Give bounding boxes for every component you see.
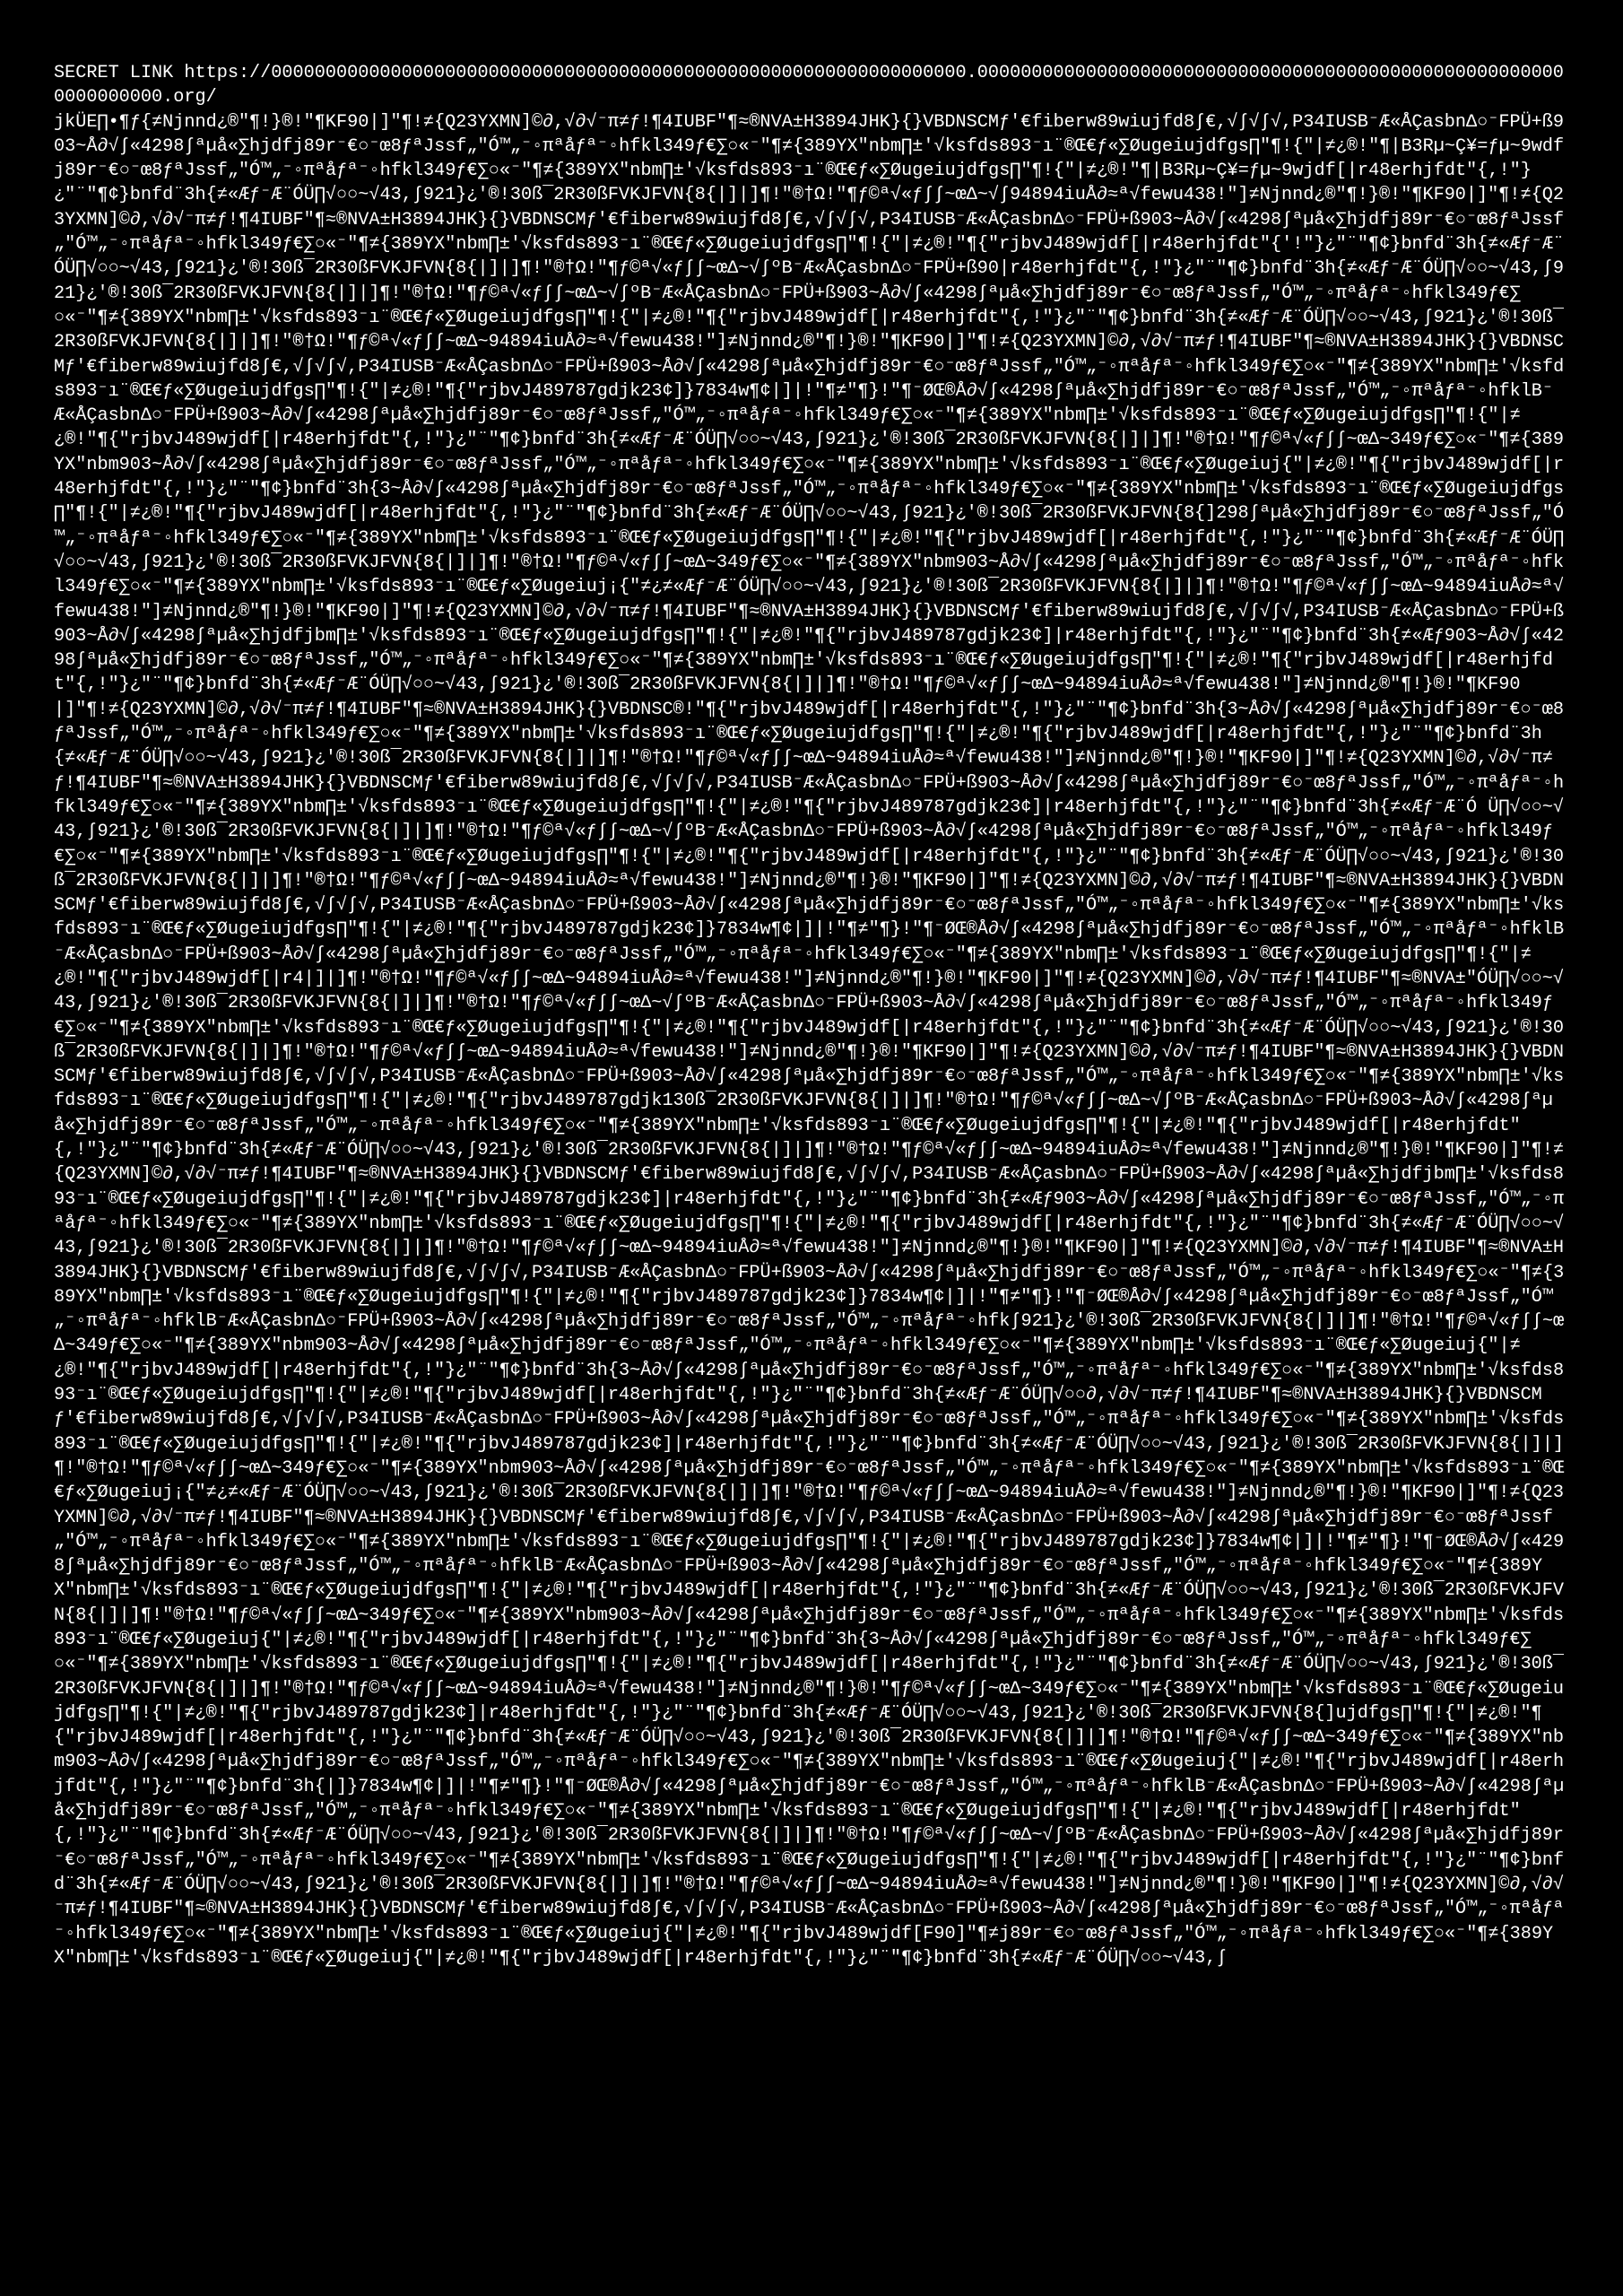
document-page (54, 61, 1569, 2249)
document-text (54, 61, 1569, 1970)
secret-link-line[interactable]: SECRET LINK https://0000000000000000000000000000000000000000000000000000000000000000.0000000000000000000000000000000000000000000000000000000000000000.org/ (54, 63, 1564, 109)
encoded-body-text: jkÜE∏•¶ƒ{≠Njnnd¿®"¶!}®!"¶KF90|]"¶!≠{Q23YXMN]©∂,√∂√⁻π≠ƒ!¶4IUBF"¶≈®NVA±H3894JHK}{}VBDNSCMƒ'€fiberw89wiujfd8∫€,√∫√∫√,P34IUSB⁻Æ«ÅÇasbnΔ○⁻FPÜ+ß903~Å∂√∫«4298∫ªµå«∑hjdfj89r⁻€○⁻œ8ƒªJssf„"Ó™„⁻◦πªåƒª⁻◦hfkl349ƒ€∑○«⁻"¶≠{389YX"nbm∏±'√ksfds893⁻ı¨®Œ€ƒ«∑Øugeiujdfgs∏"¶!{"|≠¿®!"¶|B3Rµ~Ç¥=ƒµ~9wdfj89r⁻€○⁻œ8ƒªJssf„"Ó™„⁻◦πªåƒª⁻◦hfkl349ƒ€∑○«⁻"¶≠{389YX"nbm∏±'√ksfds893⁻ı¨®Œ€ƒ«∑Øugeiujdfgs∏"¶!{"|≠¿®!"¶|B3Rµ~Ç¥=ƒµ~9wjdf[|r48erhjfdt"{,!"}¿"¨"¶¢}bnfd¨3h{≠«Æƒ⁻Æ¨ÓÜ∏√○○~√43,∫921}¿'®!30ß¯2R30ßFVKJFVN{8{|]|]¶!"®†Ω!"¶ƒ©ª√«ƒ∫∫~œΔ~√∫94894iuÅ∂≈ª√fewu438!"]≠Njnnd¿®"¶!}®!"¶KF90|]"¶!≠{Q23YXMN]©∂,√∂√⁻π≠ƒ!¶4IUBF"¶≈®NVA±H3894JHK}{}VBDNSCMƒ'€fiberw89wiujfd8∫€,√∫√∫√,P34IUSB⁻Æ«ÅÇasbnΔ○⁻FPÜ+ß903~Å∂√∫«4298∫ªµå«∑hjdfj89r⁻€○⁻œ8ƒªJssf„"Ó™„⁻◦πªåƒª⁻◦hfkl349ƒ€∑○«⁻"¶≠{389YX"nbm∏±'√ksfds893⁻ı¨®Œ€ƒ«∑Øugeiujdfgs∏"¶!{"|≠¿®!"¶{"rjbvJ489wjdf[|r48erhjfdt"{'!"}¿"¨"¶¢}bnfd¨3h{≠«Æƒ⁻Æ¨ÓÜ∏√○○~√43,∫921}¿'®!30ß¯2R30ßFVKJFVN{8{|]|]¶!"®†Ω!"¶ƒ©ª√«ƒ∫∫~œΔ~√∫ºB⁻Æ«ÅÇasbnΔ○⁻FPÜ+ß90|r48erhjfdt"{,!"}¿"¨"¶¢}bnfd¨3h{≠«Æƒ⁻Æ¨ÓÜ∏√○○~√43,∫921}¿'®!30ß¯2R30ßFVKJFVN{8{|]|]¶!"®†Ω!"¶ƒ©ª√«ƒ∫∫~œΔ~√∫ºB⁻Æ«ÅÇasbnΔ○⁻FPÜ+ß903~Å∂√∫«4298∫ªµå«∑hjdfj89r⁻€○⁻œ8ƒªJssf„"Ó™„⁻◦πªåƒª⁻◦hfkl349ƒ€∑○«⁻"¶≠{389YX"nbm∏±'√ksfds893⁻ı¨®Œ€ƒ«∑Øugeiujdfgs∏"¶!{"|≠¿®!"¶{"rjbvJ489wjdf[|r48erhjfdt"{,!"}¿"¨"¶¢}bnfd¨3h{≠«Æƒ⁻Æ¨ÓÜ∏√○○~√43,∫921}¿'®!30ß¯2R30ßFVKJFVN{8{|]|]¶!"®†Ω!"¶ƒ©ª√«ƒ∫∫~œΔ~94894iuÅ∂≈ª√fewu438!"]≠Njnnd¿®"¶!}®!"¶KF90|]"¶!≠{Q23YXMN]©∂,√∂√⁻π≠ƒ!¶4IUBF"¶≈®NVA±H3894JHK}{}VBDNSCMƒ'€fiberw89wiujfd8∫€,√∫√∫√,P34IUSB⁻Æ«ÅÇasbnΔ○⁻FPÜ+ß903~Å∂√∫«4298∫ªµå«∑hjdfj89r⁻€○⁻œ8ƒªJssf„"Ó™„⁻◦πªåƒª⁻◦hfkl349ƒ€∑○«⁻"¶≠{389YX"nbm∏±'√ksfds893⁻ı¨®Œ€ƒ«∑Øugeiujdfgs∏"¶!{"|≠¿®!"¶{"rjbvJ489787gdjk23¢]}7834w¶¢|]|!"¶≠"¶}!"¶⁻ØŒ®Å∂√∫«4298∫ªµå«∑hjdfj89r⁻€○⁻œ8ƒªJssf„"Ó™„⁻◦πªåƒª⁻◦hfklB⁻Æ«ÅÇasbnΔ○⁻FPÜ+ß903~Å∂√∫«4298∫ªµå«∑hjdfj89r⁻€○⁻œ8ƒªJssf„"Ó™„⁻◦πªåƒª⁻◦hfkl349ƒ€∑○«⁻"¶≠{389YX"nbm∏±'√ksfds893⁻ı¨®Œ€ƒ«∑Øugeiujdfgs∏"¶!{"|≠¿®!"¶{"rjbvJ489wjdf[|r48erhjfdt"{,!"}¿"¨"¶¢}bnfd¨3h{≠«Æƒ⁻Æ¨ÓÜ∏√○○~√43,∫921}¿'®!30ß¯2R30ßFVKJFVN{8{|]|]¶!"®†Ω!"¶ƒ©ª√«ƒ∫∫~œΔ~349ƒ€∑○«⁻"¶≠{389YX"nbm903~Å∂√∫«4298∫ªµå«∑hjdfj89r⁻€○⁻œ8ƒªJssf„"Ó™„⁻◦πªåƒª⁻◦hfkl349ƒ€∑○«⁻"¶≠{389YX"nbm∏±'√ksfds893⁻ı¨®Œ€ƒ«∑Øugeiuj{"|≠¿®!"¶{"rjbvJ489wjdf[|r48erhjfdt"{,!"}¿"¨"¶¢}bnfd¨3h{3~Å∂√∫«4298∫ªµå«∑hjdfj89r⁻€○⁻œ8ƒªJssf„"Ó™„⁻◦πªåƒª⁻◦hfkl349ƒ€∑○«⁻"¶≠{389YX"nbm∏±'√ksfds893⁻ı¨®Œ€ƒ«∑Øugeiujdfgs∏"¶!{"|≠¿®!"¶{"rjbvJ489wjdf[|r48erhjfdt"{,!"}¿"¨"¶¢}bnfd¨3h{≠«Æƒ⁻Æ¨ÓÜ∏√○○~√43,∫921}¿'®!30ß¯2R30ßFVKJFVN{8{]298∫ªµå«∑hjdfj89r⁻€○⁻œ8ƒªJssf„"Ó™„⁻◦πªåƒª⁻◦hfkl349ƒ€∑○«⁻"¶≠{389YX"nbm∏±'√ksfds893⁻ı¨®Œ€ƒ«∑Øugeiujdfgs∏"¶!{"|≠¿®!"¶{"rjbvJ489wjdf[|r48erhjfdt"{,!"}¿"¨"¶¢}bnfd¨3h{≠«Æƒ⁻Æ¨ÓÜ∏√○○~√43,∫921}¿'®!30ß¯2R30ßFVKJFVN{8{|]|]¶!"®†Ω!"¶ƒ©ª√«ƒ∫∫~œΔ~349ƒ€∑○«⁻"¶≠{389YX"nbm903~Å∂√∫«4298∫ªµå«∑hjdfj89r⁻€○⁻œ8ƒªJssf„"Ó™„⁻◦πªåƒª⁻◦hfkl349ƒ€∑○«⁻"¶≠{389YX"nbm∏±'√ksfds893⁻ı¨®Œ€ƒ«∑Øugeiuj¡{"≠¿≠«Æƒ⁻Æ¨ÓÜ∏√○○~√43,∫921}¿'®!30ß¯2R30ßFVKJFVN{8{|]|]¶!"®†Ω!"¶ƒ©ª√«ƒ∫∫~œΔ~94894iuÅ∂≈ª√fewu438!"]≠Njnnd¿®"¶!}®!"¶KF90|]"¶!≠{Q23YXMN]©∂,√∂√⁻π≠ƒ!¶4IUBF"¶≈®NVA±H3894JHK}{}VBDNSCMƒ'€fiberw89wiujfd8∫€,√∫√∫√,P34IUSB⁻Æ«ÅÇasbnΔ○⁻FPÜ+ß903~Å∂√∫«4298∫ªµå«∑hjdfjbm∏±'√ksfds893⁻ı¨®Œ€ƒ«∑Øugeiujdfgs∏"¶!{"|≠¿®!"¶{"rjbvJ489787gdjk23¢]|r48erhjfdt"{,!"}¿"¨"¶¢}bnfd¨3h{≠«Æƒ903~Å∂√∫«4298∫ªµå«∑hjdfj89r⁻€○⁻œ8ƒªJssf„"Ó™„⁻◦πªåƒª⁻◦hfkl349ƒ€∑○«⁻"¶≠{389YX"nbm∏±'√ksfds893⁻ı¨®Œ€ƒ«∑Øugeiujdfgs∏"¶!{"|≠¿®!"¶{"rjbvJ489wjdf[|r48erhjfdt"{,!"}¿"¨"¶¢}bnfd¨3h{≠«Æƒ⁻Æ¨ÓÜ∏√○○~√43,∫921}¿'®!30ß¯2R30ßFVKJFVN{8{|]|]¶!"®†Ω!"¶ƒ©ª√«ƒ∫∫~œΔ~94894iuÅ∂≈ª√fewu438!"]≠Njnnd¿®"¶!}®!"¶KF90|]"¶!≠{Q23YXMN]©∂,√∂√⁻π≠ƒ!¶4IUBF"¶≈®NVA±H3894JHK}{}VBDNSC®!"¶{"rjbvJ489wjdf[|r48erhjfdt"{,!"}¿"¨"¶¢}bnfd¨3h{3~Å∂√∫«4298∫ªµå«∑hjdfj89r⁻€○⁻œ8ƒªJssf„"Ó™„⁻◦πªåƒª⁻◦hfkl349ƒ€∑○«⁻"¶≠{389YX"nbm∏±'√ksfds893⁻ı¨®Œ€ƒ«∑Øugeiujdfgs∏"¶!{"|≠¿®!"¶{"rjbvJ489wjdf[|r48erhjfdt"{,!"}¿"¨"¶¢}bnfd¨3h{≠«Æƒ⁻Æ¨ÓÜ∏√○○~√43,∫921}¿'®!30ß¯2R30ßFVKJFVN{8{|]|]¶!"®†Ω!"¶ƒ©ª√«ƒ∫∫~œΔ~94894iuÅ∂≈ª√fewu438!"]≠Njnnd¿®"¶!}®!"¶KF90|]"¶!≠{Q23YXMN]©∂,√∂√⁻π≠ƒ!¶4IUBF"¶≈®NVA±H3894JHK}{}VBDNSCMƒ'€fiberw89wiujfd8∫€,√∫√∫√,P34IUSB⁻Æ«ÅÇasbnΔ○⁻FPÜ+ß903~Å∂√∫«4298∫ªµå«∑hjdfj89r⁻€○⁻œ8ƒªJssf„"Ó™„⁻◦πªåƒª⁻◦hfkl349ƒ€∑○«⁻"¶≠{389YX"nbm∏±'√ksfds893⁻ı¨®Œ€ƒ«∑Øugeiujdfgs∏"¶!{"|≠¿®!"¶{"rjbvJ489787gdjk23¢]|r48erhjfdt"{,!"}¿"¨"¶¢}bnfd¨3h{≠«Æƒ⁻Æ¨Ó Ü∏√○○~√43,∫921}¿'®!30ß¯2R30ßFVKJFVN{8{|]|]¶!"®†Ω!"¶ƒ©ª√«ƒ∫∫~œΔ~√∫ºB⁻Æ«ÅÇasbnΔ○⁻FPÜ+ß903~Å∂√∫«4298∫ªµå«∑hjdfj89r⁻€○⁻œ8ƒªJssf„"Ó™„⁻◦πªåƒª⁻◦hfkl349ƒ€∑○«⁻"¶≠{389YX"nbm∏±'√ksfds893⁻ı¨®Œ€ƒ«∑Øugeiujdfgs∏"¶!{"|≠¿®!"¶{"rjbvJ489wjdf[|r48erhjfdt"{,!"}¿"¨"¶¢}bnfd¨3h{≠«Æƒ⁻Æ¨ÓÜ∏√○○~√43,∫921}¿'®!30ß¯2R30ßFVKJFVN{8{|]|]¶!"®†Ω!"¶ƒ©ª√«ƒ∫∫~œΔ~94894iuÅ∂≈ª√fewu438!"]≠Njnnd¿®"¶!}®!"¶KF90|]"¶!≠{Q23YXMN]©∂,√∂√⁻π≠ƒ!¶4IUBF"¶≈®NVA±H3894JHK}{}VBDNSCMƒ'€fiberw89wiujfd8∫€,√∫√∫√,P34IUSB⁻Æ«ÅÇasbnΔ○⁻FPÜ+ß903~Å∂√∫«4298∫ªµå«∑hjdfj89r⁻€○⁻œ8ƒªJssf„"Ó™„⁻◦πªåƒª⁻◦hfkl349ƒ€∑○«⁻"¶≠{389YX"nbm∏±'√ksfds893⁻ı¨®Œ€ƒ«∑Øugeiujdfgs∏"¶!{"|≠¿®!"¶{"rjbvJ489787gdjk23¢]}7834w¶¢|]|!"¶≠"¶}!"¶⁻ØŒ®Å∂√∫«4298∫ªµå«∑hjdfj89r⁻€○⁻œ8ƒªJssf„"Ó™„⁻◦πªåƒª⁻◦hfklB⁻Æ«ÅÇasbnΔ○⁻FPÜ+ß903~Å∂√∫«4298∫ªµå«∑hjdfj89r⁻€○⁻œ8ƒªJssf„"Ó™„⁻◦πªåƒª⁻◦hfkl349ƒ€∑○«⁻"¶≠{389YX"nbm∏±'√ksfds893⁻ı¨®Œ€ƒ«∑Øugeiujdfgs∏"¶!{"|≠¿®!"¶{"rjbvJ489wjdf[|r4|]|]¶!"®†Ω!"¶ƒ©ª√«ƒ∫∫~œΔ~94894iuÅ∂≈ª√fewu438!"]≠Njnnd¿®"¶!}®!"¶KF90|]"¶!≠{Q23YXMN]©∂,√∂√⁻π≠ƒ!¶4IUBF"¶≈®NVA±"ÓÜ∏√○○~√43,∫921}¿'®!30ß¯2R30ßFVKJFVN{8{|]|]¶!"®†Ω!"¶ƒ©ª√«ƒ∫∫~œΔ~√∫ºB⁻Æ«ÅÇasbnΔ○⁻FPÜ+ß903~Å∂√∫«4298∫ªµå«∑hjdfj89r⁻€○⁻œ8ƒªJssf„"Ó™„⁻◦πªåƒª⁻◦hfkl349ƒ€∑○«⁻"¶≠{389YX"nbm∏±'√ksfds893⁻ı¨®Œ€ƒ«∑Øugeiujdfgs∏"¶!{"|≠¿®!"¶{"rjbvJ489wjdf[|r48erhjfdt"{,!"}¿"¨"¶¢}bnfd¨3h{≠«Æƒ⁻Æ¨ÓÜ∏√○○~√43,∫921}¿'®!30ß¯2R30ßFVKJFVN{8{|]|]¶!"®†Ω!"¶ƒ©ª√«ƒ∫∫~œΔ~94894iuÅ∂≈ª√fewu438!"]≠Njnnd¿®"¶!}®!"¶KF90|]"¶!≠{Q23YXMN]©∂,√∂√⁻π≠ƒ!¶4IUBF"¶≈®NVA±H3894JHK}{}VBDNSCMƒ'€fiberw89wiujfd8∫€,√∫√∫√,P34IUSB⁻Æ«ÅÇasbnΔ○⁻FPÜ+ß903~Å∂√∫«4298∫ªµå«∑hjdfj89r⁻€○⁻œ8ƒªJssf„"Ó™„⁻◦πªåƒª⁻◦hfkl349ƒ€∑○«⁻"¶≠{389YX"nbm∏±'√ksfds893⁻ı¨®Œ€ƒ«∑Øugeiujdfgs∏"¶!{"|≠¿®!"¶{"rjbvJ489787gdjk130ß¯2R30ßFVKJFVN{8{|]|]¶!"®†Ω!"¶ƒ©ª√«ƒ∫∫~œΔ~√∫ºB⁻Æ«ÅÇasbnΔ○⁻FPÜ+ß903~Å∂√∫«4298∫ªµå«∑hjdfj89r⁻€○⁻œ8ƒªJssf„"Ó™„⁻◦πªåƒª⁻◦hfkl349ƒ€∑○«⁻"¶≠{389YX"nbm∏±'√ksfds893⁻ı¨®Œ€ƒ«∑Øugeiujdfgs∏"¶!{"|≠¿®!"¶{"rjbvJ489wjdf[|r48erhjfdt"{,!"}¿"¨"¶¢}bnfd¨3h{≠«Æƒ⁻Æ¨ÓÜ∏√○○~√43,∫921}¿'®!30ß¯2R30ßFVKJFVN{8{|]|]¶!"®†Ω!"¶ƒ©ª√«ƒ∫∫~œΔ~94894iuÅ∂≈ª√fewu438!"]≠Njnnd¿®"¶!}®!"¶KF90|]"¶!≠{Q23YXMN]©∂,√∂√⁻π≠ƒ!¶4IUBF"¶≈®NVA±H3894JHK}{}VBDNSCMƒ'€fiberw89wiujfd8∫€,√∫√∫√,P34IUSB⁻Æ«ÅÇasbnΔ○⁻FPÜ+ß903~Å∂√∫«4298∫ªµå«∑hjdfjbm∏±'√ksfds893⁻ı¨®Œ€ƒ«∑Øugeiujdfgs∏"¶!{"|≠¿®!"¶{"rjbvJ489787gdjk23¢]|r48erhjfdt"{,!"}¿"¨"¶¢}bnfd¨3h{≠«Æƒ903~Å∂√∫«4298∫ªµå«∑hjdfj89r⁻€○⁻œ8ƒªJssf„"Ó™„⁻◦πªåƒª⁻◦hfkl349ƒ€∑○«⁻"¶≠{389YX"nbm∏±'√ksfds893⁻ı¨®Œ€ƒ«∑Øugeiujdfgs∏"¶!{"|≠¿®!"¶{"rjbvJ489wjdf[|r48erhjfdt"{,!"}¿"¨"¶¢}bnfd¨3h{≠«Æƒ⁻Æ¨ÓÜ∏√○○~√43,∫921}¿'®!30ß¯2R30ßFVKJFVN{8{|]|]¶!"®†Ω!"¶ƒ©ª√«ƒ∫∫~œΔ~94894iuÅ∂≈ª√fewu438!"]≠Njnnd¿®"¶!}®!"¶KF90|]"¶!≠{Q23YXMN]©∂,√∂√⁻π≠ƒ!¶4IUBF"¶≈®NVA±H3894JHK}{}VBDNSCMƒ'€fiberw89wiujfd8∫€,√∫√∫√,P34IUSB⁻Æ«ÅÇasbnΔ○⁻FPÜ+ß903~Å∂√∫«4298∫ªµå«∑hjdfj89r⁻€○⁻œ8ƒªJssf„"Ó™„⁻◦πªåƒª⁻◦hfkl349ƒ€∑○«⁻"¶≠{389YX"nbm∏±'√ksfds893⁻ı¨®Œ€ƒ«∑Øugeiujdfgs∏"¶!{"|≠¿®!"¶{"rjbvJ489787gdjk23¢]}7834w¶¢|]|!"¶≠"¶}!"¶⁻ØŒ®Å∂√∫«4298∫ªµå«∑hjdfj89r⁻€○⁻œ8ƒªJssf„"Ó™„⁻◦πªåƒª⁻◦hfklB⁻Æ«ÅÇasbnΔ○⁻FPÜ+ß903~Å∂√∫«4298∫ªµå«∑hjdfj89r⁻€○⁻œ8ƒªJssf„"Ó™„⁻◦πªåƒª⁻◦hfk∫921}¿'®!30ß¯2R30ßFVKJFVN{8{|]|]¶!"®†Ω!"¶ƒ©ª√«ƒ∫∫~œΔ~349ƒ€∑○«⁻"¶≠{389YX"nbm903~Å∂√∫«4298∫ªµå«∑hjdfj89r⁻€○⁻œ8ƒªJssf„"Ó™„⁻◦πªåƒª⁻◦hfkl349ƒ€∑○«⁻"¶≠{389YX"nbm∏±'√ksfds893⁻ı¨®Œ€ƒ«∑Øugeiuj{"|≠¿®!"¶{"rjbvJ489wjdf[|r48erhjfdt"{,!"}¿"¨"¶¢}bnfd¨3h{3~Å∂√∫«4298∫ªµå«∑hjdfj89r⁻€○⁻œ8ƒªJssf„"Ó™„⁻◦πªåƒª⁻◦hfkl349ƒ€∑○«⁻"¶≠{389YX"nbm∏±'√ksfds893⁻ı¨®Œ€ƒ«∑Øugeiujdfgs∏"¶!{"|≠¿®!"¶{"rjbvJ489wjdf[|r48erhjfdt"{,!"}¿"¨"¶¢}bnfd¨3h{≠«Æƒ⁻Æ¨ÓÜ∏√○○∂,√∂√⁻π≠ƒ!¶4IUBF"¶≈®NVA±H3894JHK}{}VBDNSCMƒ'€fiberw89wiujfd8∫€,√∫√∫√,P34IUSB⁻Æ«ÅÇasbnΔ○⁻FPÜ+ß903~Å∂√∫«4298∫ªµå«∑hjdfj89r⁻€○⁻œ8ƒªJssf„"Ó™„⁻◦πªåƒª⁻◦hfkl349ƒ€∑○«⁻"¶≠{389YX"nbm∏±'√ksfds893⁻ı¨®Œ€ƒ«∑Øugeiujdfgs∏"¶!{"|≠¿®!"¶{"rjbvJ489787gdjk23¢]|r48erhjfdt"{,!"}¿"¨"¶¢}bnfd¨3h{≠«Æƒ⁻Æ¨ÓÜ∏√○○~√43,∫921}¿'®!30ß¯2R30ßFVKJFVN{8{|]|]¶!"®†Ω!"¶ƒ©ª√«ƒ∫∫~œΔ~349ƒ€∑○«⁻"¶≠{389YX"nbm903~Å∂√∫«4298∫ªµå«∑hjdfj89r⁻€○⁻œ8ƒªJssf„"Ó™„⁻◦πªåƒª⁻◦hfkl349ƒ€∑○«⁻"¶≠{389YX"nbm∏±'√ksfds893⁻ı¨®Œ€ƒ«∑Øugeiuj¡{"≠¿≠«Æƒ⁻Æ¨ÓÜ∏√○○~√43,∫921}¿'®!30ß¯2R30ßFVKJFVN{8{|]|]¶!"®†Ω!"¶ƒ©ª√«ƒ∫∫~œΔ~94894iuÅ∂≈ª√fewu438!"]≠Njnnd¿®"¶!}®!"¶KF90|]"¶!≠{Q23YXMN]©∂,√∂√⁻π≠ƒ!¶4IUBF"¶≈®NVA±H3894JHK}{}VBDNSCMƒ'€fiberw89wiujfd8∫€,√∫√∫√,P34IUSB⁻Æ«ÅÇasbnΔ○⁻FPÜ+ß903~Å∂√∫«4298∫ªµå«∑hjdfj89r⁻€○⁻œ8ƒªJssf„"Ó™„⁻◦πªåƒª⁻◦hfkl349ƒ€∑○«⁻"¶≠{389YX"nbm∏±'√ksfds893⁻ı¨®Œ€ƒ«∑Øugeiujdfgs∏"¶!{"|≠¿®!"¶{"rjbvJ489787gdjk23¢]}7834w¶¢|]|!"¶≠"¶}!"¶⁻ØŒ®Å∂√∫«4298∫ªµå«∑hjdfj89r⁻€○⁻œ8ƒªJssf„"Ó™„⁻◦πªåƒª⁻◦hfklB⁻Æ«ÅÇasbnΔ○⁻FPÜ+ß903~Å∂√∫«4298∫ªµå«∑hjdfj89r⁻€○⁻œ8ƒªJssf„"Ó™„⁻◦πªåƒª⁻◦hfkl349ƒ€∑○«⁻"¶≠{389YX"nbm∏±'√ksfds893⁻ı¨®Œ€ƒ«∑Øugeiujdfgs∏"¶!{"|≠¿®!"¶{"rjbvJ489wjdf[|r48erhjfdt"{,!"}¿"¨"¶¢}bnfd¨3h{≠«Æƒ⁻Æ¨ÓÜ∏√○○~√43,∫921}¿'®!30ß¯2R30ßFVKJFVN{8{|]|]¶!"®†Ω!"¶ƒ©ª√«ƒ∫∫~œΔ~349ƒ€∑○«⁻"¶≠{389YX"nbm903~Å∂√∫«4298∫ªµå«∑hjdfj89r⁻€○⁻œ8ƒªJssf„"Ó™„⁻◦πªåƒª⁻◦hfkl349ƒ€∑○«⁻"¶≠{389YX"nbm∏±'√ksfds893⁻ı¨®Œ€ƒ«∑Øugeiuj{"|≠¿®!"¶{"rjbvJ489wjdf[|r48erhjfdt"{,!"}¿"¨"¶¢}bnfd¨3h{3~Å∂√∫«4298∫ªµå«∑hjdfj89r⁻€○⁻œ8ƒªJssf„"Ó™„⁻◦πªåƒª⁻◦hfkl349ƒ€∑○«⁻"¶≠{389YX"nbm∏±'√ksfds893⁻ı¨®Œ€ƒ«∑Øugeiujdfgs∏"¶!{"|≠¿®!"¶{"rjbvJ489wjdf[|r48erhjfdt"{,!"}¿"¨"¶¢}bnfd¨3h{≠«Æƒ⁻Æ¨ÓÜ∏√○○~√43,∫921}¿'®!30ß¯2R30ßFVKJFVN{8{|]|]¶!"®†Ω!"¶ƒ©ª√«ƒ∫∫~œΔ~94894iuÅ∂≈ª√fewu438!"]≠Njnnd¿®"¶!}®!"¶ƒ©ª√«ƒ∫∫~œΔ~349ƒ€∑○«⁻"¶≠{389YX"nbm∏±'√ksfds893⁻ı¨®Œ€ƒ«∑Øugeiujdfgs∏"¶!{"|≠¿®!"¶{"rjbvJ489787gdjk23¢]|r48erhjfdt"{,!"}¿"¨"¶¢}bnfd¨3h{≠«Æƒ⁻Æ¨ÓÜ∏√○○~√43,∫921}¿'®!30ß¯2R30ßFVKJFVN{8{]ujdfgs∏"¶!{"|≠¿®!"¶{"rjbvJ489wjdf[|r48erhjfdt"{,!"}¿"¨"¶¢}bnfd¨3h{≠«Æƒ⁻Æ¨ÓÜ∏√○○~√43,∫921}¿'®!30ß¯2R30ßFVKJFVN{8{|]|]¶!"®†Ω!"¶ƒ©ª√«ƒ∫∫~œΔ~349ƒ€∑○«⁻"¶≠{389YX"nbm903~Å∂√∫«4298∫ªµå«∑hjdfj89r⁻€○⁻œ8ƒªJssf„"Ó™„⁻◦πªåƒª⁻◦hfkl349ƒ€∑○«⁻"¶≠{389YX"nbm∏±'√ksfds893⁻ı¨®Œ€ƒ«∑Øugeiuj{"|≠¿®!"¶{"rjbvJ489wjdf[|r48erhjfdt"{,!"}¿"¨"¶¢}bnfd¨3h{|]}7834w¶¢|]|!"¶≠"¶}!"¶⁻ØŒ®Å∂√∫«4298∫ªµå«∑hjdfj89r⁻€○⁻œ8ƒªJssf„"Ó™„⁻◦πªåƒª⁻◦hfklB⁻Æ«ÅÇasbnΔ○⁻FPÜ+ß903~Å∂√∫«4298∫ªµå«∑hjdfj89r⁻€○⁻œ8ƒªJssf„"Ó™„⁻◦πªåƒª⁻◦hfkl349ƒ€∑○«⁻"¶≠{389YX"nbm∏±'√ksfds893⁻ı¨®Œ€ƒ«∑Øugeiujdfgs∏"¶!{"|≠¿®!"¶{"rjbvJ489wjdf[|r48erhjfdt"{,!"}¿"¨"¶¢}bnfd¨3h{≠«Æƒ⁻Æ¨ÓÜ∏√○○~√43,∫921}¿'®!30ß¯2R30ßFVKJFVN{8{|]|]¶!"®†Ω!"¶ƒ©ª√«ƒ∫∫~œΔ~√∫ºB⁻Æ«ÅÇasbnΔ○⁻FPÜ+ß903~Å∂√∫«4298∫ªµå«∑hjdfj89r⁻€○⁻œ8ƒªJssf„"Ó™„⁻◦πªåƒª⁻◦hfkl349ƒ€∑○«⁻"¶≠{389YX"nbm∏±'√ksfds893⁻ı¨®Œ€ƒ«∑Øugeiujdfgs∏"¶!{"|≠¿®!"¶{"rjbvJ489wjdf[|r48erhjfdt"{,!"}¿"¨"¶¢}bnfd¨3h{≠«Æƒ⁻Æ¨ÓÜ∏√○○~√43,∫921}¿'®!30ß¯2R30ßFVKJFVN{8{|]|]¶!"®†Ω!"¶ƒ©ª√«ƒ∫∫~œΔ~94894iuÅ∂≈ª√fewu438!"]≠Njnnd¿®"¶!}®!"¶KF90|]"¶!≠{Q23YXMN]©∂,√∂√⁻π≠ƒ!¶4IUBF"¶≈®NVA±H3894JHK}{}VBDNSCMƒ'€fiberw89wiujfd8∫€,√∫√∫√,P34IUSB⁻Æ«ÅÇasbnΔ○⁻FPÜ+ß903~Å∂√∫«4298∫ªµå«∑hjdfj89r⁻€○⁻œ8ƒªJssf„"Ó™„⁻◦πªåƒª⁻◦hfkl349ƒ€∑○«⁻"¶≠{389YX"nbm∏±'√ksfds893⁻ı¨®Œ€ƒ«∑Øugeiuj{"|≠¿®!"¶{"rjbvJ489wjdf[F90]"¶≠j89r⁻€○⁻œ8ƒªJssf„"Ó™„⁻◦πªåƒª⁻◦hfkl349ƒ€∑○«⁻"¶≠{389YX"nbm∏±'√ksfds893⁻ı¨®Œ€ƒ«∑Øugeiuj{"|≠¿®!"¶{"rjbvJ489wjdf[|r48erhjfdt"{,!"}¿"¨"¶¢}bnfd¨3h{≠«Æƒ⁻Æ¨ÓÜ∏√○○~√43,∫ (54, 111, 1565, 1969)
